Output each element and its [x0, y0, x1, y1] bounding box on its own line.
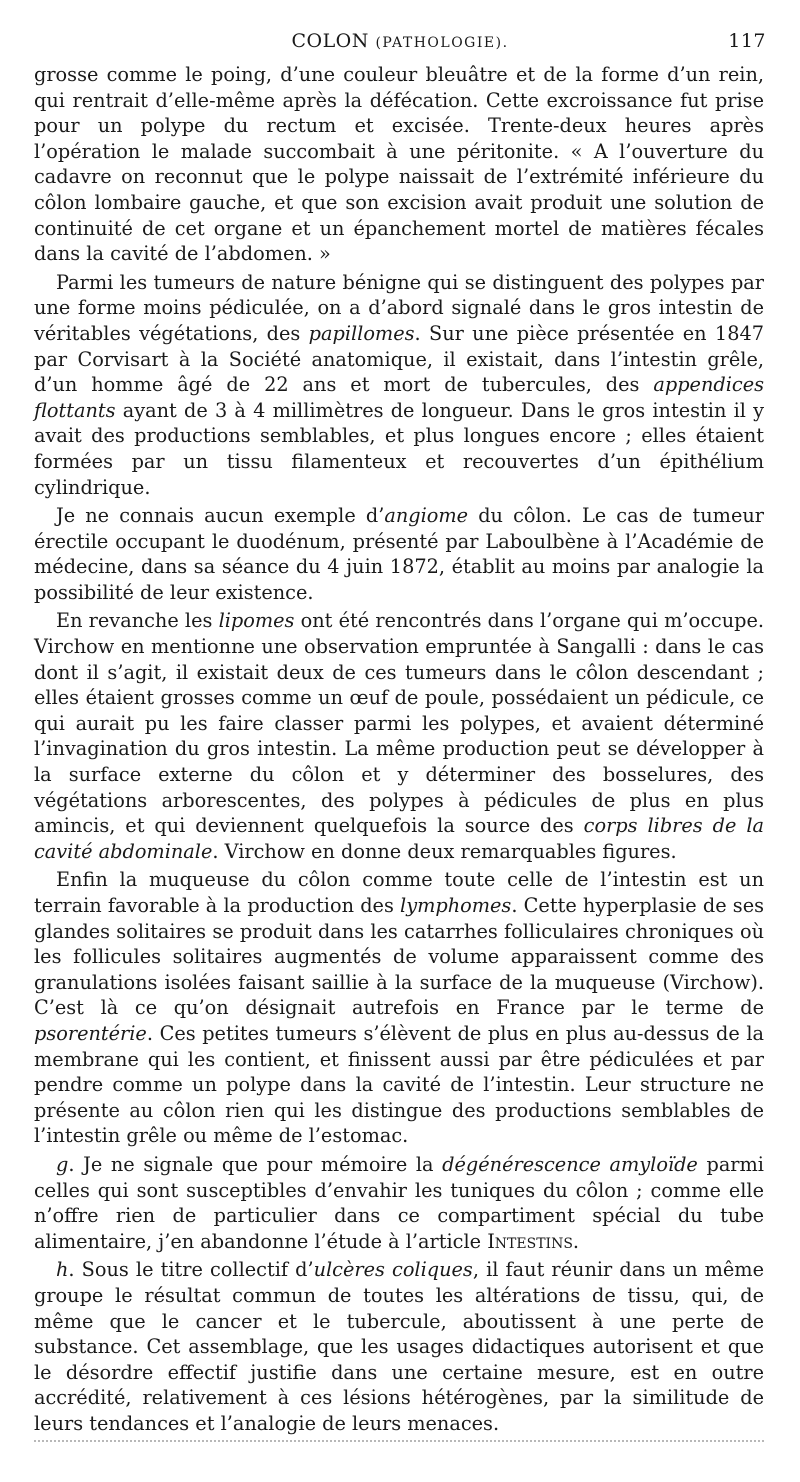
- running-title: [34, 30, 766, 52]
- italic-term: lymphomes: [400, 894, 512, 917]
- text-run: . Sur une pièce présentée en 1847 par Corvisart à la Société anatomique, il existait, dans l’intestin grêle, d’un homme âgé de 22 ans et mort de tubercules, des: [34, 321, 764, 397]
- page-number: 117: [728, 30, 766, 52]
- text-run: Je ne connais aucun exemple d’: [56, 504, 385, 528]
- bottom-dotted-rule: [34, 1440, 764, 1442]
- paragraph: [34, 503, 764, 605]
- paragraph: [34, 270, 764, 500]
- italic-term: appendices flottants: [34, 373, 764, 422]
- running-title-paren: (PATHOLOGIE).: [375, 35, 509, 51]
- text-run: Enfin la muqueuse du côlon comme toute celle de l’intestin est un terrain favorable à la production des: [34, 868, 764, 917]
- text-run: En revanche les: [56, 609, 219, 633]
- small-caps-reference: Intestins: [487, 1229, 573, 1253]
- italic-term: g: [56, 1152, 69, 1176]
- text-run: . Ces petites tumeurs s’élèvent de plus en plus au-dessus de la membrane qui les contient, et finissent aussi par être pédiculées et par pendre comme un polype dans la cavité de l’intestin. Leur structure ne présente au côlon rien qui les distingue des productions semblables de l’intestin grêle ou même de l’estomac.: [34, 1021, 764, 1148]
- text-run: grosse comme le poing, d’une couleur bleuâtre et de la forme d’un rein, qui rentrait d’elle-même après la défécation. Cette excroissance fut prise pour un polype du rectum et excisée. Trente-deux heures après l’opération le malade succombait à une péritonite. « A l’ouverture du cadavre on reconnut que le polype naissait de l’extrémité inférieure du côlon lombaire gauche, et que son excision avait produit une solution de continuité de cet organe et un épanchement mortel de matières fécales dans la cavité de l’abdomen. »: [34, 63, 764, 266]
- paragraph: [34, 1152, 764, 1254]
- italic-term: angiome: [384, 504, 469, 528]
- italic-term: psorentérie: [34, 1021, 147, 1045]
- italic-term: lipomes: [218, 609, 295, 633]
- body-text: [34, 62, 764, 1436]
- text-run: du côlon. Le cas de tumeur érectile occupant le duodénum, présenté par Laboulbène à l’Académie de médecine, dans sa séance du 4 juin 1872, établit au moins par analogie la possibilité de leur existence.: [34, 504, 764, 604]
- running-head: [34, 30, 766, 58]
- text-run: parmi celles qui sont susceptibles d’envahir les tuniques du côlon ; comme elle n’offre rien de particulier dans ce compartiment spécial du tube alimentaire, j’en abandonne l’étude à l’article: [34, 1152, 764, 1253]
- paragraph: [34, 608, 764, 864]
- italic-term: dégénérescence amyloïde: [442, 1152, 698, 1176]
- italic-term: corps libres de la cavité abdominale: [34, 814, 765, 863]
- running-title-main: COLON: [291, 30, 369, 52]
- italic-term: ulcères coliques: [313, 1258, 473, 1282]
- text-run: . Je ne signale que pour mémoire la: [68, 1152, 443, 1176]
- paragraph: [34, 62, 764, 267]
- paragraph: [34, 867, 764, 1149]
- italic-term: h: [56, 1258, 69, 1282]
- italic-term: papillomes: [308, 321, 415, 345]
- text-run: Parmi les tumeurs de nature bénigne qui se distinguent des polypes par une forme moins pédiculée, on a d’abord signalé dans le gros intestin de véritables végétations, des: [34, 270, 764, 345]
- text-run: , il faut réunir dans un même groupe le résultat commun de toutes les altérations de tissu, qui, de même que le cancer et le tubercule, aboutissent à une perte de substance. Cet assemblage, que les usages didactiques autorisent et que le désordre effectif justifie dans une certaine mesure, est en outre accrédité, relativement à ces lésions hétérogènes, par la similitude de leurs tendances et l’analogie de leurs menaces.: [34, 1258, 764, 1435]
- text-run: .: [572, 1229, 580, 1253]
- text-run: ayant de 3 à 4 millimètres de longueur. Dans le gros intestin il y avait des productions semblables, et plus longues encore ; elles étaient formées par un tissu filamenteux et recouvertes d’un épithélium cylindrique.: [34, 398, 764, 499]
- text-run: ont été rencontrés dans l’organe qui m’occupe. Virchow en mentionne une observation empruntée à Sangalli : dans le cas dont il s’agit, il existait deux de ces tumeurs dans le côlon descendant ; elles étaient grosses comme un œuf de poule, possédaient un pédicule, ce qui aurait pu les faire classer parmi les polypes, et avaient déterminé l’invagination du gros intestin. La même production peut se développer à la surface externe du côlon et y déterminer des bosselures, des végétations arborescentes, des polypes à pédicules de plus en plus amincis, et qui deviennent quelquefois la source des: [34, 609, 764, 838]
- text-run: . Sous le titre collectif d’: [68, 1258, 314, 1282]
- text-run: . Cette hyperplasie de ses glandes solitaires se produit dans les catarrhes folliculaires chroniques où les follicules solitaires augmentés de volume apparaissent comme des granulations isolées faisant saillie à la surface de la muqueuse (Virchow). C’est là ce qu’on désignait autrefois en France par le terme de: [34, 894, 764, 1020]
- text-run: . Virchow en donne deux remarquables figures.: [212, 839, 677, 863]
- paragraph: [34, 1257, 764, 1436]
